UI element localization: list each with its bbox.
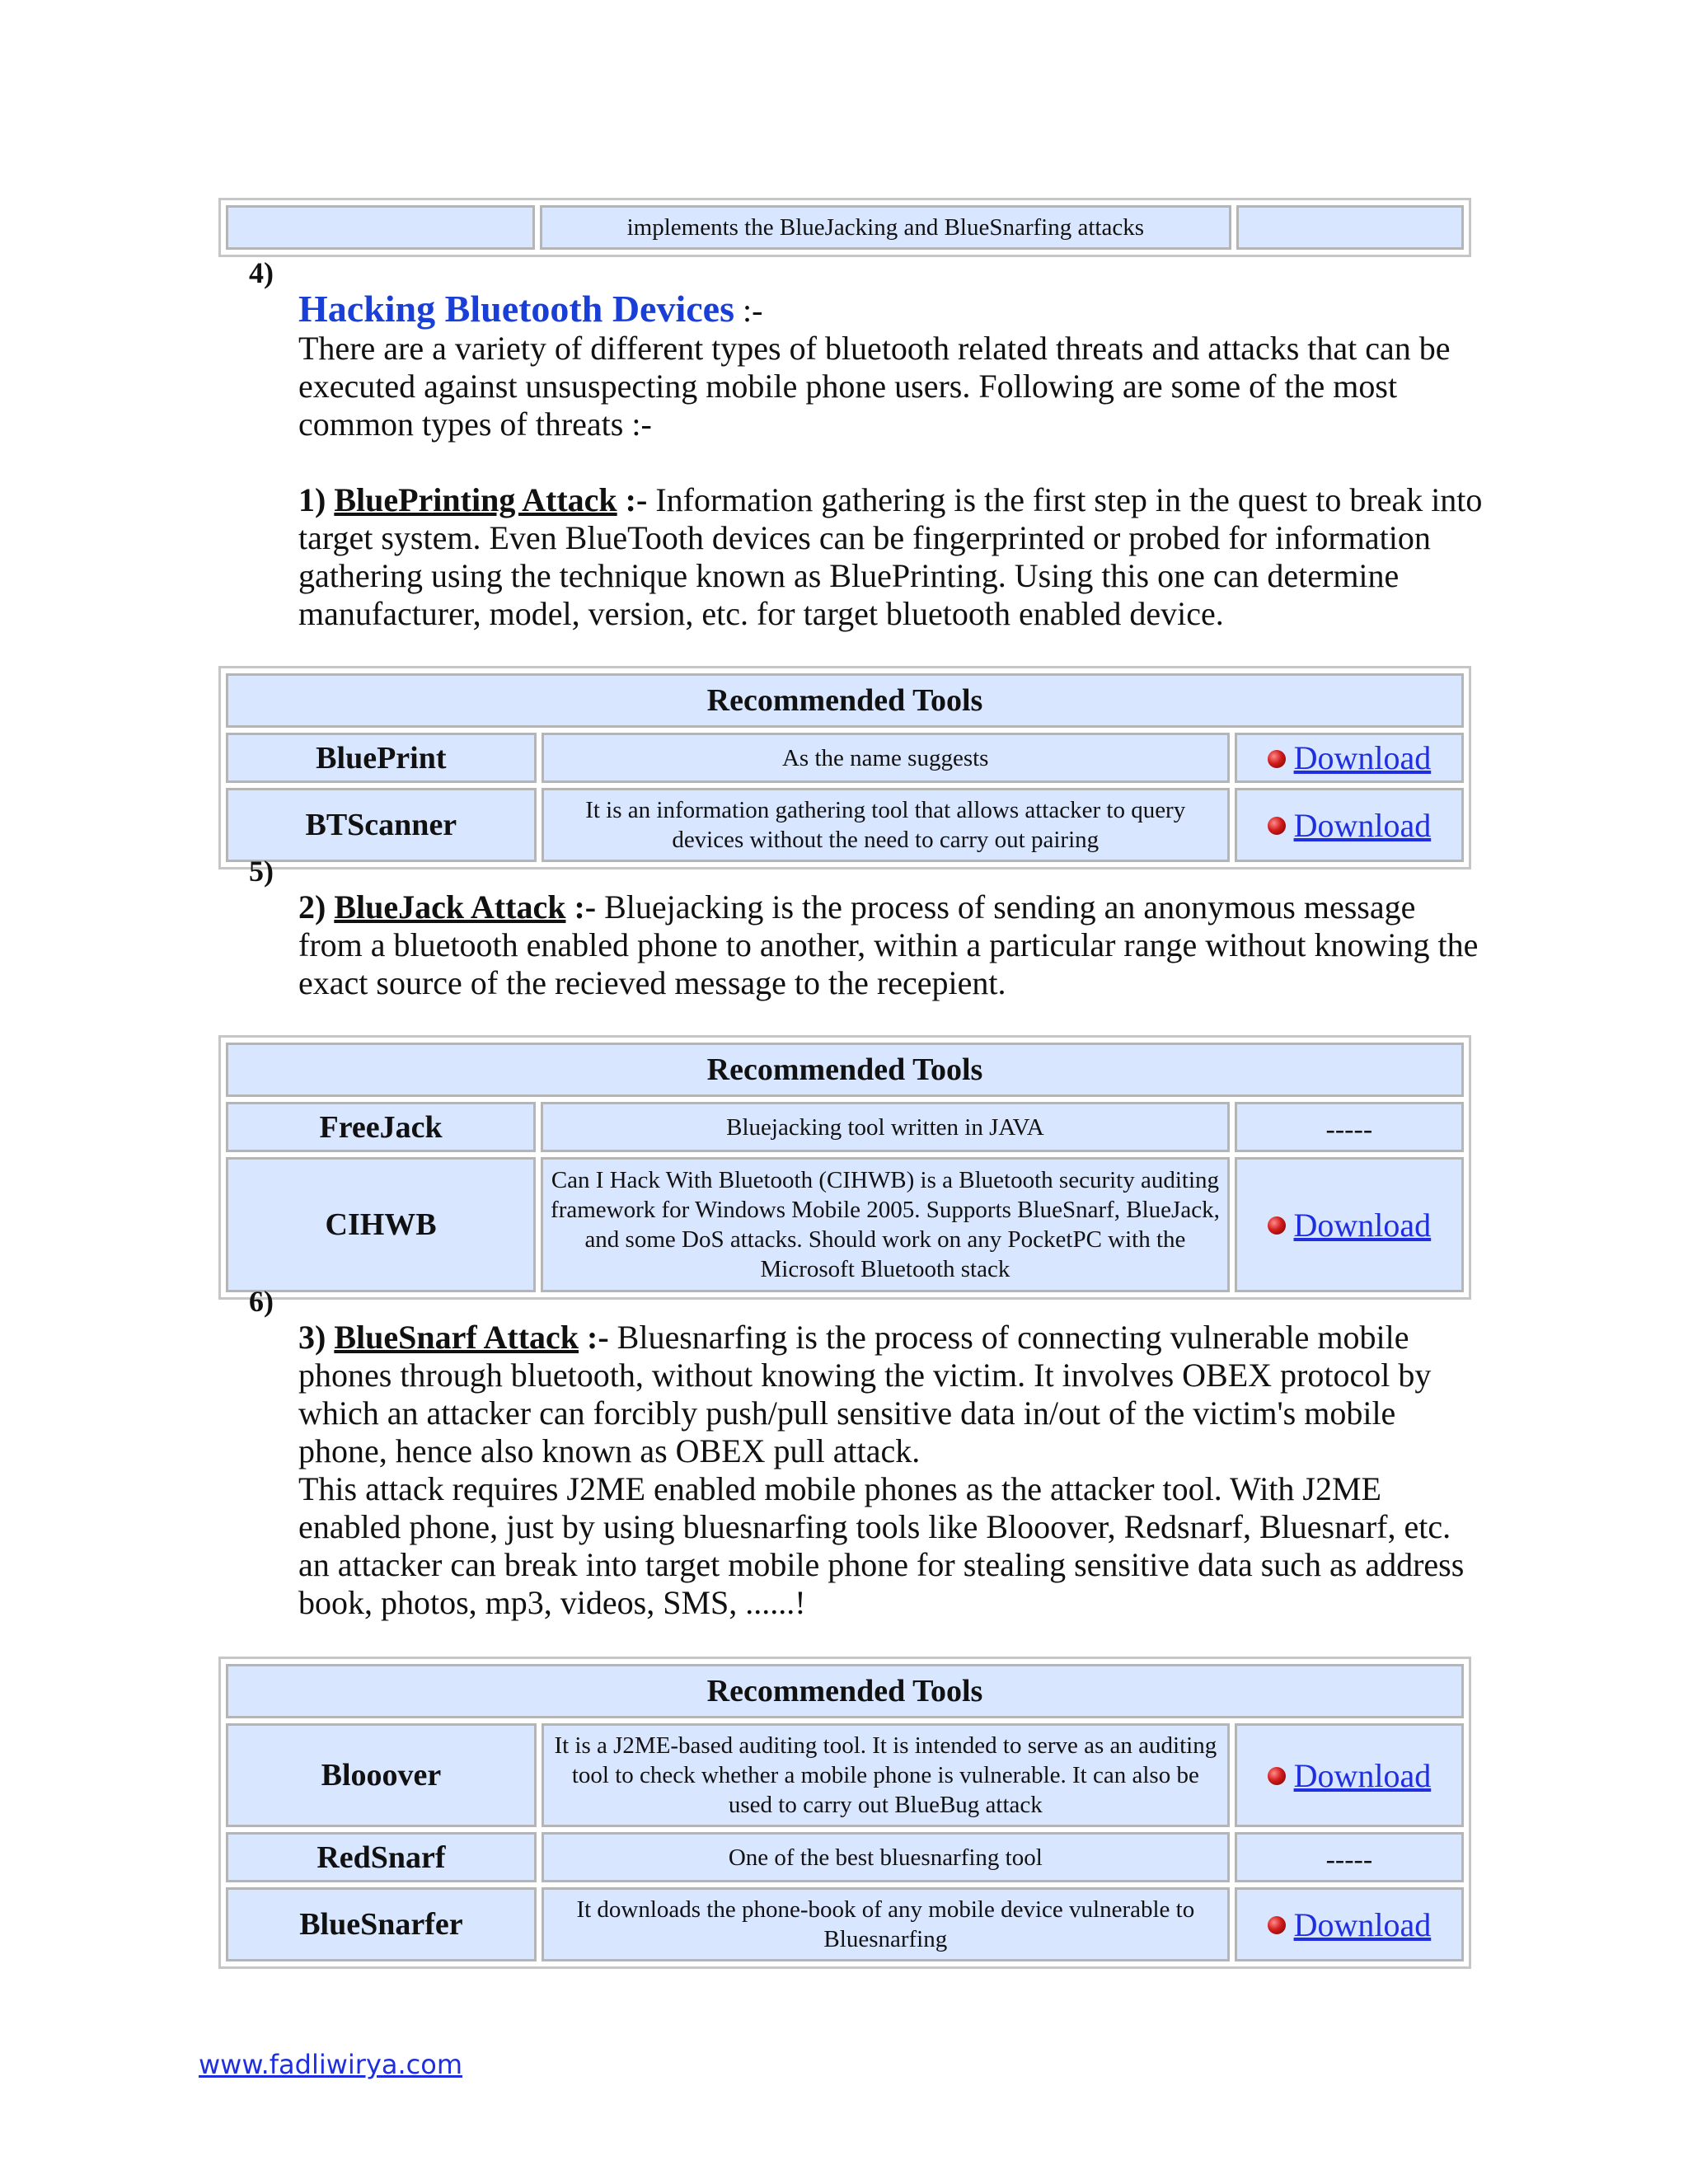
download-cell [1235, 1102, 1464, 1152]
table-row [226, 1102, 1464, 1152]
attack-line: an attacker can break into target mobile phone for stealing sensitive data such as address [298, 1546, 1465, 1583]
table-row [226, 788, 1464, 862]
intro-line: executed against unsuspecting mobile phone users. Following are some of the most [298, 368, 1398, 405]
section-number: 5) [249, 855, 274, 888]
table-row [226, 1723, 1464, 1827]
table-row [226, 1157, 1464, 1292]
attack-line: gathering using the technique known as BluePrinting. Using this one can determine [298, 557, 1400, 594]
tool-desc: It downloads the phone-book of any mobile device vulnerable to Bluesnarfing [542, 1887, 1230, 1961]
attack-title: BlueJack Attack [334, 888, 566, 926]
tool-name: CIHWB [226, 1157, 536, 1292]
tool-name: BlueSnarfer [226, 1887, 537, 1961]
heading-suffix: :- [742, 292, 763, 329]
tools-table-3 [218, 1657, 1471, 1969]
tool-name: Blooover [226, 1723, 537, 1827]
attack-paragraph [298, 1319, 1502, 1357]
attack-line: phone, hence also known as OBEX pull attack. [298, 1432, 921, 1469]
tool-desc: As the name suggests [542, 733, 1230, 783]
tool-desc: Bluejacking tool written in JAVA [541, 1102, 1230, 1152]
bullet-icon [1268, 1767, 1286, 1785]
download-cell [1235, 1887, 1464, 1961]
attack-title: BlueSnarf Attack [334, 1319, 579, 1356]
download-cell [1235, 1723, 1464, 1827]
download-link[interactable]: Download [1293, 806, 1432, 844]
attack-sep: :- [625, 481, 648, 518]
attack-paragraph [298, 481, 1502, 519]
tools-table-2 [218, 1035, 1471, 1300]
attack-number: 3) [298, 1319, 326, 1356]
attack-sep: :- [574, 888, 597, 926]
attack-sep: :- [587, 1319, 609, 1356]
download-cell [1235, 1832, 1464, 1882]
attack-line: book, photos, mp3, videos, SMS, ......! [298, 1584, 806, 1621]
no-download: ----- [1325, 1114, 1373, 1145]
tool-name: BTScanner [226, 788, 537, 862]
section6-block [298, 1319, 1502, 1622]
section5-block [298, 888, 1502, 1002]
section-number: 6) [249, 1285, 274, 1318]
table-header: Recommended Tools [226, 1664, 1464, 1718]
attack-line: exact source of the recieved message to the recepient. [298, 964, 1006, 1001]
attack-paragraph [298, 888, 1502, 926]
footer-url-link[interactable]: www.fadliwirya.com [199, 2049, 462, 2080]
table-header: Recommended Tools [226, 673, 1464, 728]
tool-name: RedSnarf [226, 1832, 537, 1882]
tool-name: BluePrint [226, 733, 537, 783]
attack-line: target system. Even BlueTooth devices can be fingerprinted or probed for information [298, 519, 1431, 556]
download-cell [1235, 733, 1464, 783]
attack-text: Information gathering is the first step in the quest to break into [655, 481, 1483, 518]
table-row [226, 1887, 1464, 1961]
intro-line: common types of threats :- [298, 405, 652, 443]
bullet-icon [1268, 817, 1286, 835]
table-header: Recommended Tools [226, 1043, 1464, 1097]
attack-line: This attack requires J2ME enabled mobile phones as the attacker tool. With J2ME [298, 1470, 1381, 1507]
download-cell [1235, 788, 1464, 862]
attack-line: manufacturer, model, version, etc. for target bluetooth enabled device. [298, 595, 1224, 632]
download-link[interactable]: Download [1293, 1206, 1432, 1244]
tool-desc: It is an information gathering tool that allows attacker to query devices without the need to carry out pairing [542, 788, 1230, 862]
tool-desc: One of the best bluesnarfing tool [542, 1832, 1230, 1882]
download-cell [1235, 1157, 1464, 1292]
empty-cell [1236, 205, 1464, 250]
tool-name: FreeJack [226, 1102, 536, 1152]
section-number: 4) [249, 256, 274, 289]
attack-title: BluePrinting Attack [334, 481, 617, 518]
table-row [226, 733, 1464, 783]
bullet-icon [1268, 1216, 1286, 1235]
attack-line: from a bluetooth enabled phone to another, within a particular range without knowing the [298, 926, 1479, 963]
table-row [226, 1832, 1464, 1882]
attack-text: Bluejacking is the process of sending an anonymous message [604, 888, 1416, 926]
download-link[interactable]: Download [1293, 739, 1432, 776]
tool-desc: Can I Hack With Bluetooth (CIHWB) is a Bluetooth security auditing framework for Windows Mobile 2005. Supports BlueSnarf, BlueJack, and some DoS attacks. Should work on any PocketPC with the Microsoft Bluetooth stack [541, 1157, 1230, 1292]
attack-line: enabled phone, just by using bluesnarfing tools like Blooover, Redsnarf, Bluesnarf, etc. [298, 1508, 1451, 1545]
intro-line: There are a variety of different types of bluetooth related threats and attacks that can be [298, 330, 1451, 367]
no-download: ----- [1325, 1844, 1373, 1875]
bullet-icon [1268, 1916, 1286, 1934]
tool-desc: It is a J2ME-based auditing tool. It is intended to serve as an auditing tool to check whether a mobile phone is vulnerable. It can also be used to carry out BlueBug attack [542, 1723, 1230, 1827]
attack-line: phones through bluetooth, without knowing the victim. It involves OBEX protocol by [298, 1357, 1432, 1394]
attack-number: 1) [298, 481, 326, 518]
download-link[interactable]: Download [1293, 1756, 1432, 1794]
bullet-icon [1268, 750, 1286, 768]
section-heading: Hacking Bluetooth Devices [298, 288, 734, 330]
attack-text: Bluesnarfing is the process of connecting vulnerable mobile [617, 1319, 1409, 1356]
top-table [218, 198, 1471, 257]
attack-line: which an attacker can forcibly push/pull sensitive data in/out of the victim's mobile [298, 1394, 1396, 1432]
section4-block [298, 290, 1502, 633]
top-table-desc: implements the BlueJacking and BlueSnarfing attacks [540, 205, 1231, 250]
download-link[interactable]: Download [1293, 1905, 1432, 1943]
empty-cell [226, 205, 535, 250]
tools-table-1 [218, 666, 1471, 869]
attack-number: 2) [298, 888, 326, 926]
